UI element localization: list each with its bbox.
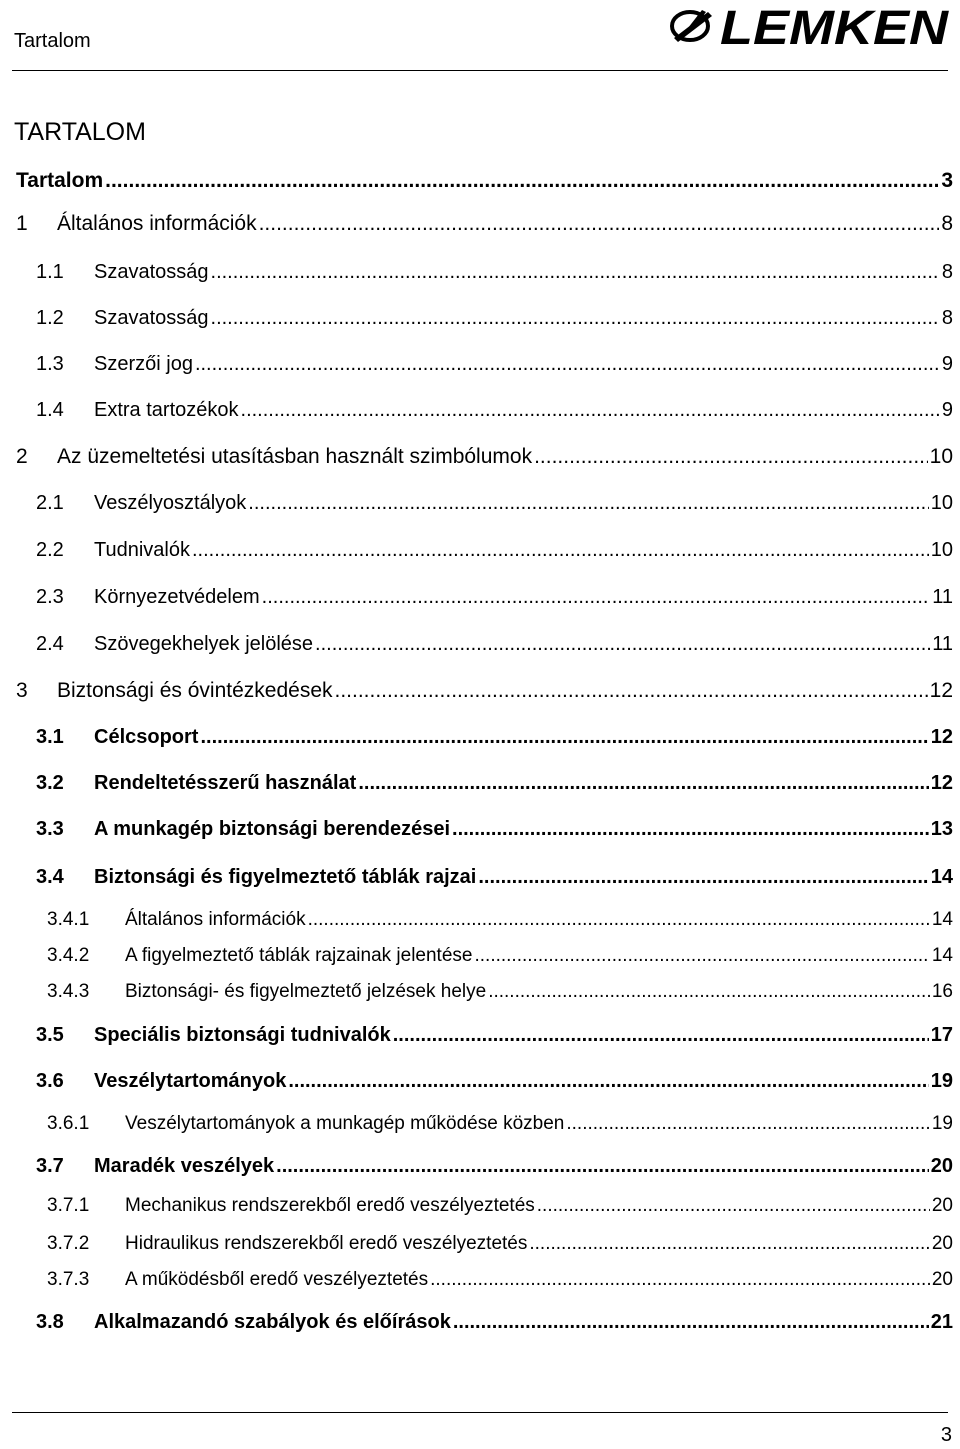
toc-entry[interactable]: [0, 982, 960, 1001]
toc-entry-number: 2: [16, 445, 28, 468]
header-divider: [12, 70, 948, 71]
toc-entry-page: 20: [931, 1195, 953, 1216]
toc-entry-page: 11: [932, 586, 953, 608]
toc-entry-number: 2.4: [36, 633, 64, 655]
toc-entry-number: 1.3: [36, 353, 64, 375]
toc-dot-leader: [211, 308, 940, 328]
toc-entry-label: Mechanikus rendszerekből eredő veszélyeztetés: [125, 1195, 535, 1216]
toc-entry-page: 21: [930, 1311, 953, 1333]
toc-dot-leader: [276, 1156, 929, 1176]
toc-entry-label: A figyelmeztető táblák rajzainak jelentése: [125, 945, 473, 966]
toc-entry[interactable]: [0, 308, 960, 328]
footer-divider: [12, 1412, 948, 1413]
toc-dot-leader: [529, 1234, 929, 1253]
toc-dot-leader: [288, 1071, 928, 1091]
toc-entry-page: 19: [931, 1113, 953, 1134]
toc-entry-label: Szövegekhelyek jelölése: [94, 633, 314, 655]
toc-entry[interactable]: [0, 493, 960, 513]
toc-entry-label: Veszélytartományok: [94, 1070, 287, 1092]
toc-dot-leader: [105, 170, 939, 191]
toc-entry-label: Tudnivalók: [94, 539, 190, 561]
toc-entry-number: 3.7.2: [47, 1233, 90, 1254]
toc-entry-label: Általános információk: [57, 212, 257, 235]
toc-entry[interactable]: [0, 819, 960, 839]
toc-entry-page: 14: [931, 945, 953, 966]
toc-entry-page: 14: [930, 866, 953, 888]
toc-entry-number: 1.1: [36, 261, 64, 283]
toc-entry-label: Tartalom: [16, 169, 104, 192]
toc-entry-label: Biztonsági és óvintézkedések: [57, 679, 333, 702]
toc-entry[interactable]: [0, 400, 960, 420]
toc-entry-label: Általános információk: [125, 909, 306, 930]
toc-entry-page: 14: [931, 909, 953, 930]
toc-entry-page: 9: [941, 353, 953, 375]
toc-dot-leader: [211, 262, 940, 282]
toc-dot-leader: [452, 819, 929, 839]
toc-dot-leader: [315, 634, 930, 654]
toc-dot-leader: [358, 773, 928, 793]
toc-entry-number: 3.2: [36, 772, 64, 794]
toc-dot-leader: [430, 1270, 930, 1289]
toc-entry-number: 3.4: [36, 866, 64, 888]
toc-entry-page: 12: [929, 679, 953, 702]
toc-dot-leader: [537, 1196, 930, 1215]
toc-entry-page: 11: [932, 633, 953, 655]
toc-entry-number: 2.1: [36, 492, 64, 514]
toc-dot-leader: [566, 1114, 929, 1133]
toc-entry-label: Biztonsági- és figyelmeztető jelzések helye: [125, 981, 487, 1002]
toc-entry-number: 1.4: [36, 399, 64, 421]
toc-entry-page: 10: [929, 445, 953, 468]
toc-entry-page: 12: [930, 726, 953, 748]
toc-entry[interactable]: [0, 1114, 960, 1133]
toc-entry[interactable]: [0, 773, 960, 793]
toc-entry-label: A munkagép biztonsági berendezései: [94, 818, 451, 840]
toc-entry[interactable]: [0, 1071, 960, 1091]
toc-entry[interactable]: [0, 540, 960, 560]
toc-entry-page: 10: [930, 492, 953, 514]
toc-entry-number: 3.7.1: [47, 1195, 90, 1216]
toc-entry-page: 3: [941, 169, 953, 192]
toc-entry-label: A működésből eredő veszélyeztetés: [125, 1269, 429, 1290]
toc-entry[interactable]: [0, 262, 960, 282]
toc-entry-number: 3.1: [36, 726, 64, 748]
toc-dot-leader: [393, 1025, 929, 1045]
toc-entry[interactable]: [0, 354, 960, 374]
toc-dot-leader: [478, 867, 928, 887]
toc-dot-leader: [488, 982, 930, 1001]
toc-entry-number: 3.6: [36, 1070, 64, 1092]
toc-entry-label: Speciális biztonsági tudnivalók: [94, 1024, 391, 1046]
toc-entry-page: 17: [930, 1024, 953, 1046]
toc-entry-page: 9: [941, 399, 953, 421]
toc-entry[interactable]: [0, 680, 960, 701]
toc-dot-leader: [248, 493, 928, 513]
toc-entry-number: 3.3: [36, 818, 64, 840]
toc-dot-leader: [335, 680, 928, 701]
toc-entry[interactable]: [0, 1196, 960, 1215]
toc-dot-leader: [200, 727, 928, 747]
toc-entry[interactable]: [0, 946, 960, 965]
toc-dot-leader: [474, 946, 929, 965]
toc-entry-label: Hidraulikus rendszerekből eredő veszélyeztetés: [125, 1233, 528, 1254]
toc-entry-label: Környezetvédelem: [94, 586, 260, 608]
toc-entry-label: Biztonsági és figyelmeztető táblák rajzai: [94, 866, 477, 888]
toc-entry-number: 1.2: [36, 307, 64, 329]
toc-entry[interactable]: [0, 634, 960, 654]
lemken-logo: [668, 0, 952, 54]
toc-entry[interactable]: [0, 1312, 960, 1332]
toc-entry-page: 10: [930, 539, 953, 561]
toc-entry-number: 3.5: [36, 1024, 64, 1046]
toc-entry-label: Szerzői jog: [94, 353, 193, 375]
toc-entry-page: 8: [941, 307, 953, 329]
toc-entry[interactable]: [0, 910, 960, 929]
toc-entry-page: 20: [930, 1155, 953, 1177]
toc-dot-leader: [195, 354, 940, 374]
toc-entry-label: Maradék veszélyek: [94, 1155, 275, 1177]
toc-entry[interactable]: [0, 867, 960, 887]
toc-entry-page: 12: [930, 772, 953, 794]
toc-entry-label: Veszélytartományok a munkagép működése közben: [125, 1113, 565, 1134]
toc-entry-number: 3.7: [36, 1155, 64, 1177]
toc-entry[interactable]: [0, 213, 960, 234]
toc-entry[interactable]: [0, 727, 960, 747]
toc-entry-label: Az üzemeltetési utasításban használt szimbólumok: [57, 445, 533, 468]
toc-dot-leader: [259, 213, 940, 234]
toc-entry-page: 20: [931, 1269, 953, 1290]
toc-entry-label: Szavatosság: [94, 307, 209, 329]
toc-dot-leader: [534, 446, 928, 467]
footer-page-number: 3: [940, 1424, 952, 1446]
toc-dot-leader: [262, 587, 931, 607]
toc-entry-page: 8: [941, 261, 953, 283]
toc-entry[interactable]: [0, 446, 960, 467]
toc-entry[interactable]: [0, 170, 960, 191]
toc-dot-leader: [308, 910, 930, 929]
toc-entry-label: Alkalmazandó szabályok és előírások: [94, 1311, 451, 1333]
toc-entry-number: 3.4.3: [47, 981, 90, 1002]
toc-heading: TARTALOM: [14, 118, 146, 146]
toc-entry-label: Célcsoport: [94, 726, 199, 748]
toc-dot-leader: [192, 540, 929, 560]
toc-entry-label: Szavatosság: [94, 261, 209, 283]
toc-entry-number: 2.2: [36, 539, 64, 561]
toc-entry-number: 3.4.1: [47, 909, 90, 930]
toc-entry[interactable]: [0, 1025, 960, 1045]
toc-entry-number: 2.3: [36, 586, 64, 608]
toc-entry-page: 8: [941, 212, 953, 235]
header-title: Tartalom: [14, 30, 91, 52]
toc-entry-number: 3.6.1: [47, 1113, 90, 1134]
toc-entry[interactable]: [0, 587, 960, 607]
toc-entry[interactable]: [0, 1270, 960, 1289]
toc-entry-label: Veszélyosztályok: [94, 492, 247, 514]
toc-entry-number: 3.8: [36, 1311, 64, 1333]
toc-entry-page: 13: [930, 818, 953, 840]
toc-dot-leader: [453, 1312, 929, 1332]
toc-entry-page: 19: [930, 1070, 953, 1092]
toc-entry[interactable]: [0, 1156, 960, 1176]
toc-entry-number: 3.4.2: [47, 945, 90, 966]
toc-entry-page: 20: [931, 1233, 953, 1254]
logo-wordmark: LEMKEN: [720, 2, 950, 54]
toc-entry-label: Extra tartozékok: [94, 399, 239, 421]
toc-entry[interactable]: [0, 1234, 960, 1253]
toc-entry-number: 3.7.3: [47, 1269, 90, 1290]
toc-entry-label: Rendeltetésszerű használat: [94, 772, 357, 794]
toc-entry-number: 3: [16, 679, 28, 702]
toc-entry-number: 1: [16, 212, 28, 235]
toc-entry-page: 16: [931, 981, 953, 1002]
toc-dot-leader: [241, 400, 940, 420]
